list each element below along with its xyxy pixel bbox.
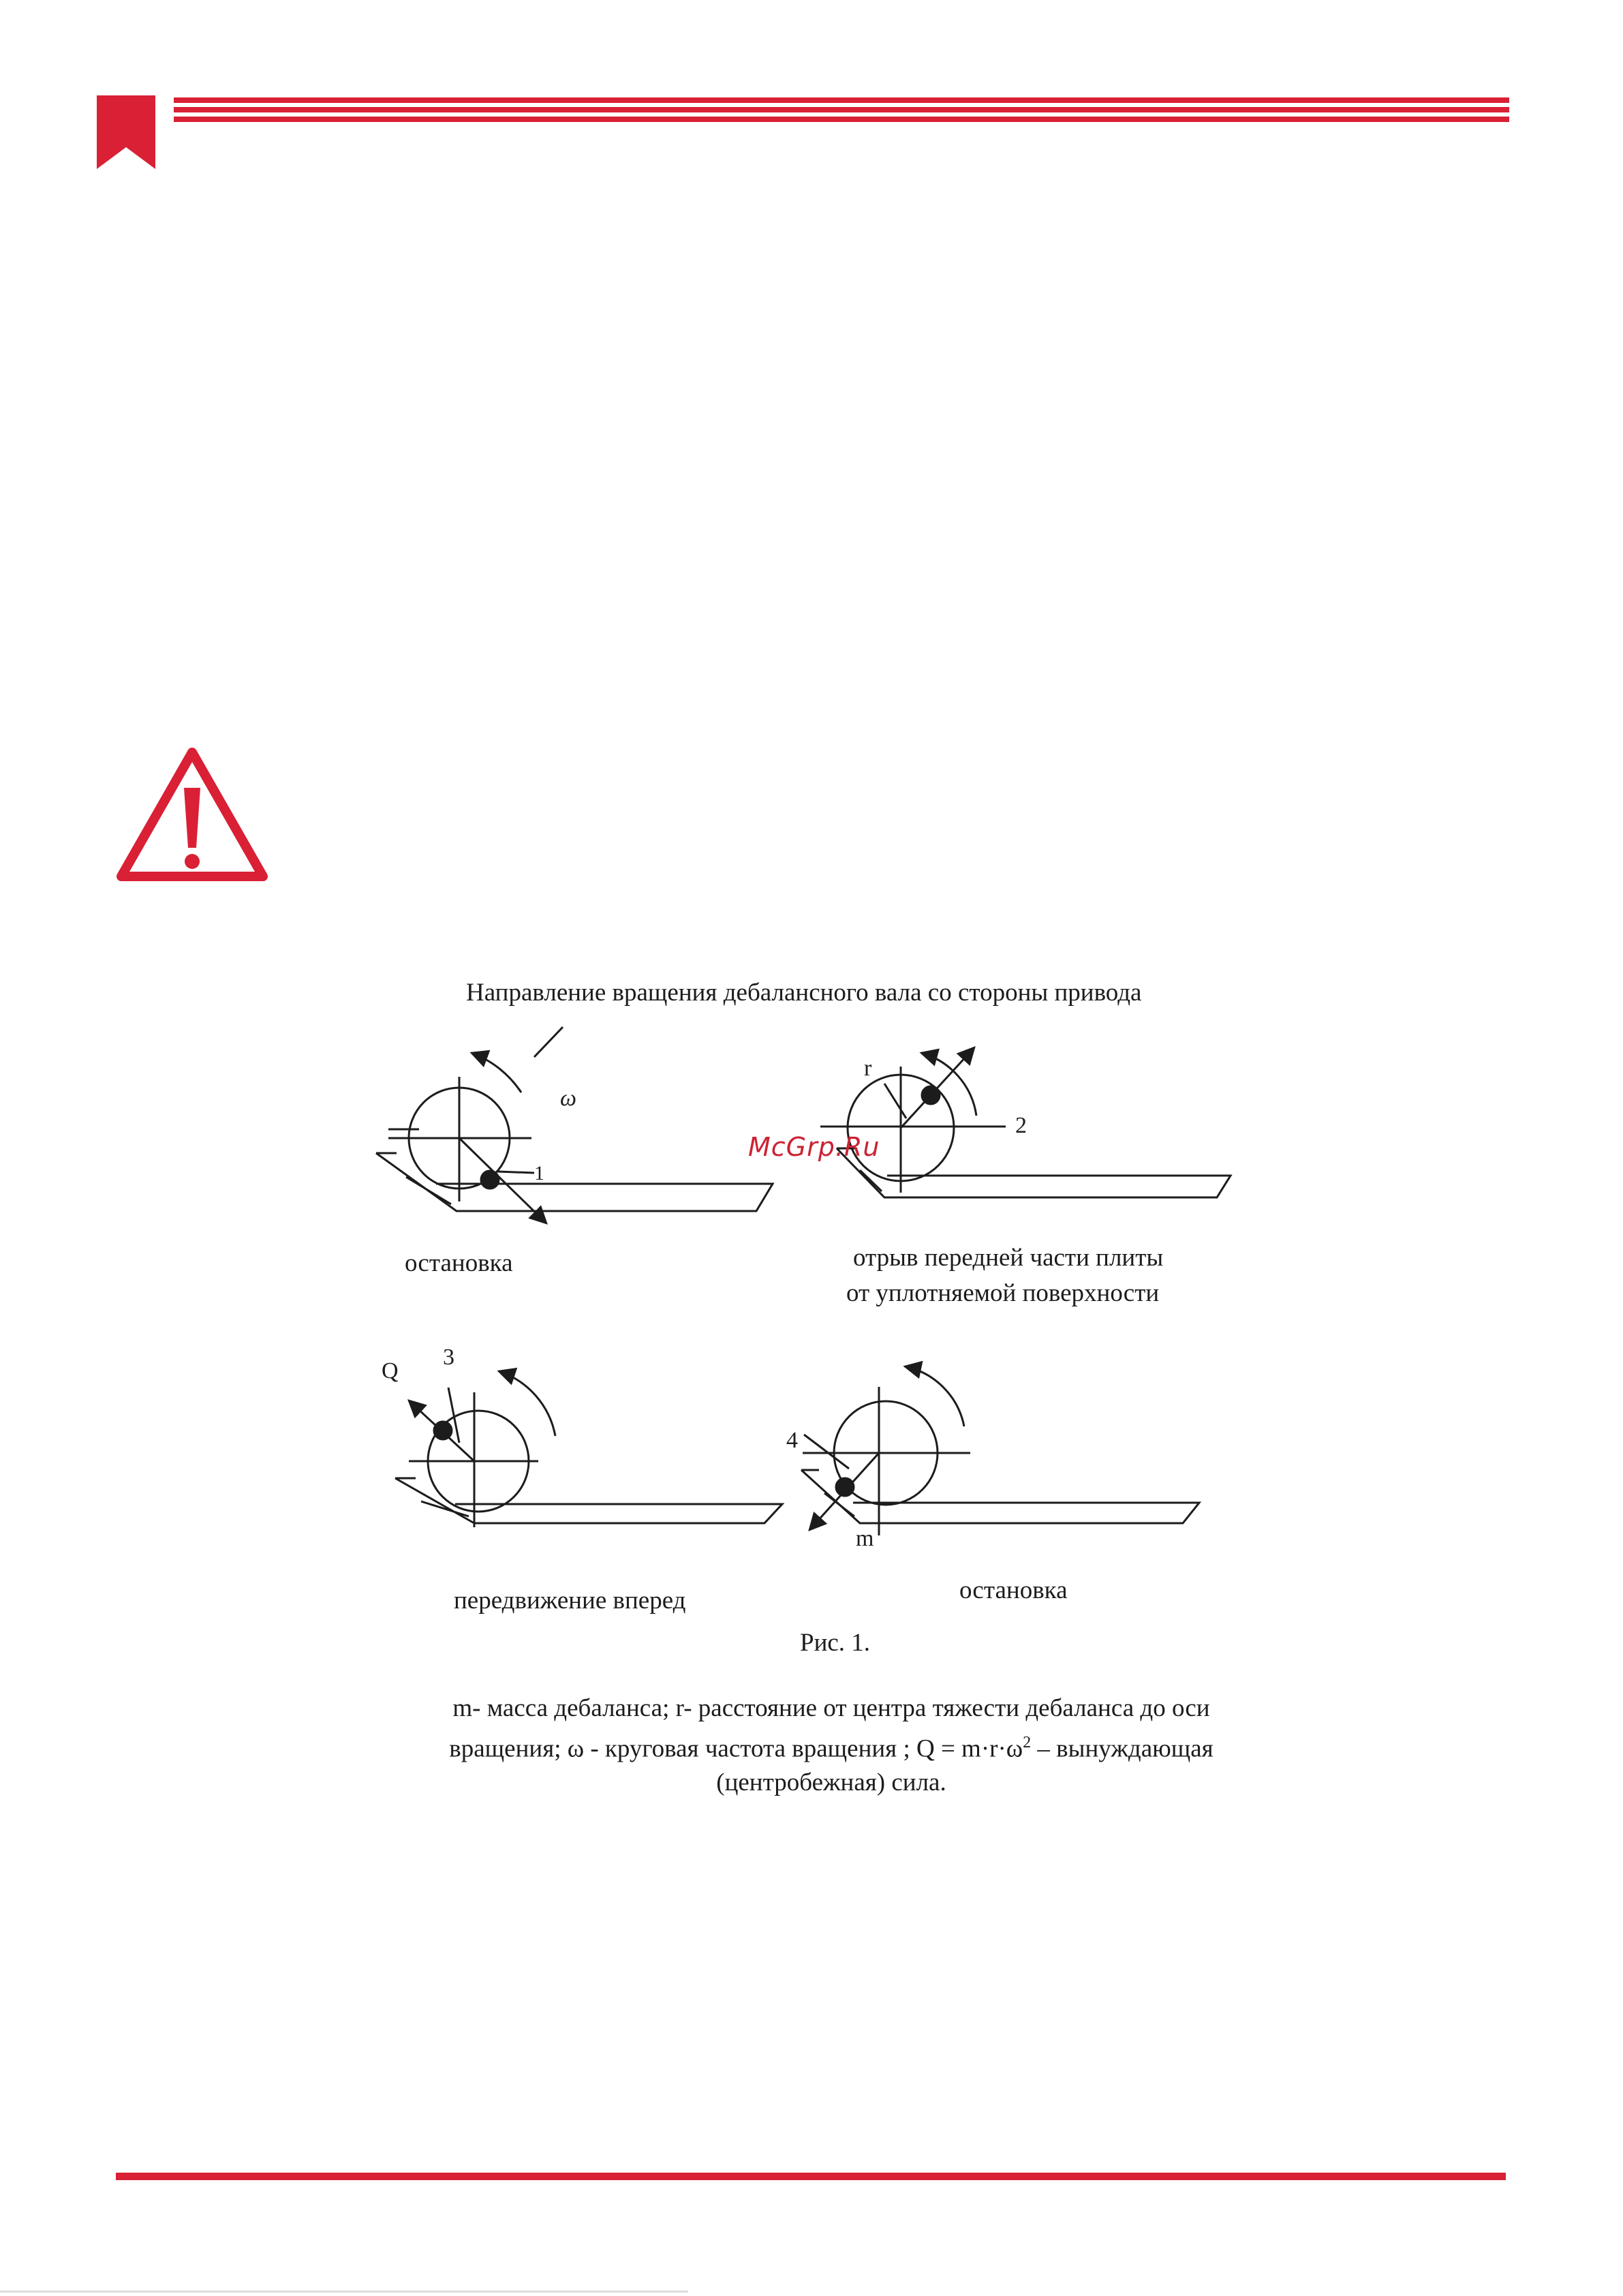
bookmark-icon (97, 95, 155, 169)
panel-2-number: 2 (1015, 1113, 1027, 1138)
legend-line-2-b: – вынуждающая (1031, 1734, 1214, 1763)
figure-caption: Рис. 1. (800, 1629, 871, 1657)
legend-line-2-a: вращения; ω - круговая частота вращения ; Q = m·r·ω (449, 1734, 1023, 1763)
panel-4-drawing (801, 1366, 1199, 1535)
legend-line-1: m- масса дебаланса; r- расстояние от центра тяжести дебаланса до оси (452, 1694, 1210, 1722)
panel-3-number: 3 (443, 1345, 454, 1370)
panel-4-label: остановка (959, 1576, 1068, 1604)
r-label: r (864, 1056, 872, 1081)
legend-superscript: 2 (1023, 1734, 1032, 1751)
vibration-plate-figure (368, 978, 1281, 1666)
omega-symbol: ω (560, 1086, 577, 1111)
warning-triangle-icon (113, 743, 271, 887)
watermark: McGrp.Ru (748, 1132, 880, 1162)
page-bottom-edge (0, 2291, 688, 2293)
legend-line-3: (центробежная) сила. (716, 1769, 946, 1797)
panel-1-drawing (376, 1027, 773, 1223)
header-rules (174, 97, 1509, 127)
panel-4-number: 4 (786, 1428, 798, 1453)
footer-rule (116, 2173, 1506, 2180)
figure-legend (409, 1692, 1254, 1800)
figure-title: Направление вращения дебалансного вала со стороны привода (466, 979, 1142, 1007)
panel-1-number: 1 (534, 1162, 544, 1184)
panel-2-label-line2: от уплотняемой поверхности (846, 1279, 1160, 1307)
q-label: Q (382, 1358, 399, 1383)
m-label: m (856, 1526, 874, 1551)
panel-2-label-line1: отрыв передней части плиты (853, 1244, 1164, 1272)
legend-line-2 (409, 1726, 1254, 1766)
panel-3-label: передвижение вперед (454, 1587, 686, 1614)
panel-3-drawing (395, 1371, 782, 1527)
panel-1-label: остановка (405, 1249, 513, 1277)
